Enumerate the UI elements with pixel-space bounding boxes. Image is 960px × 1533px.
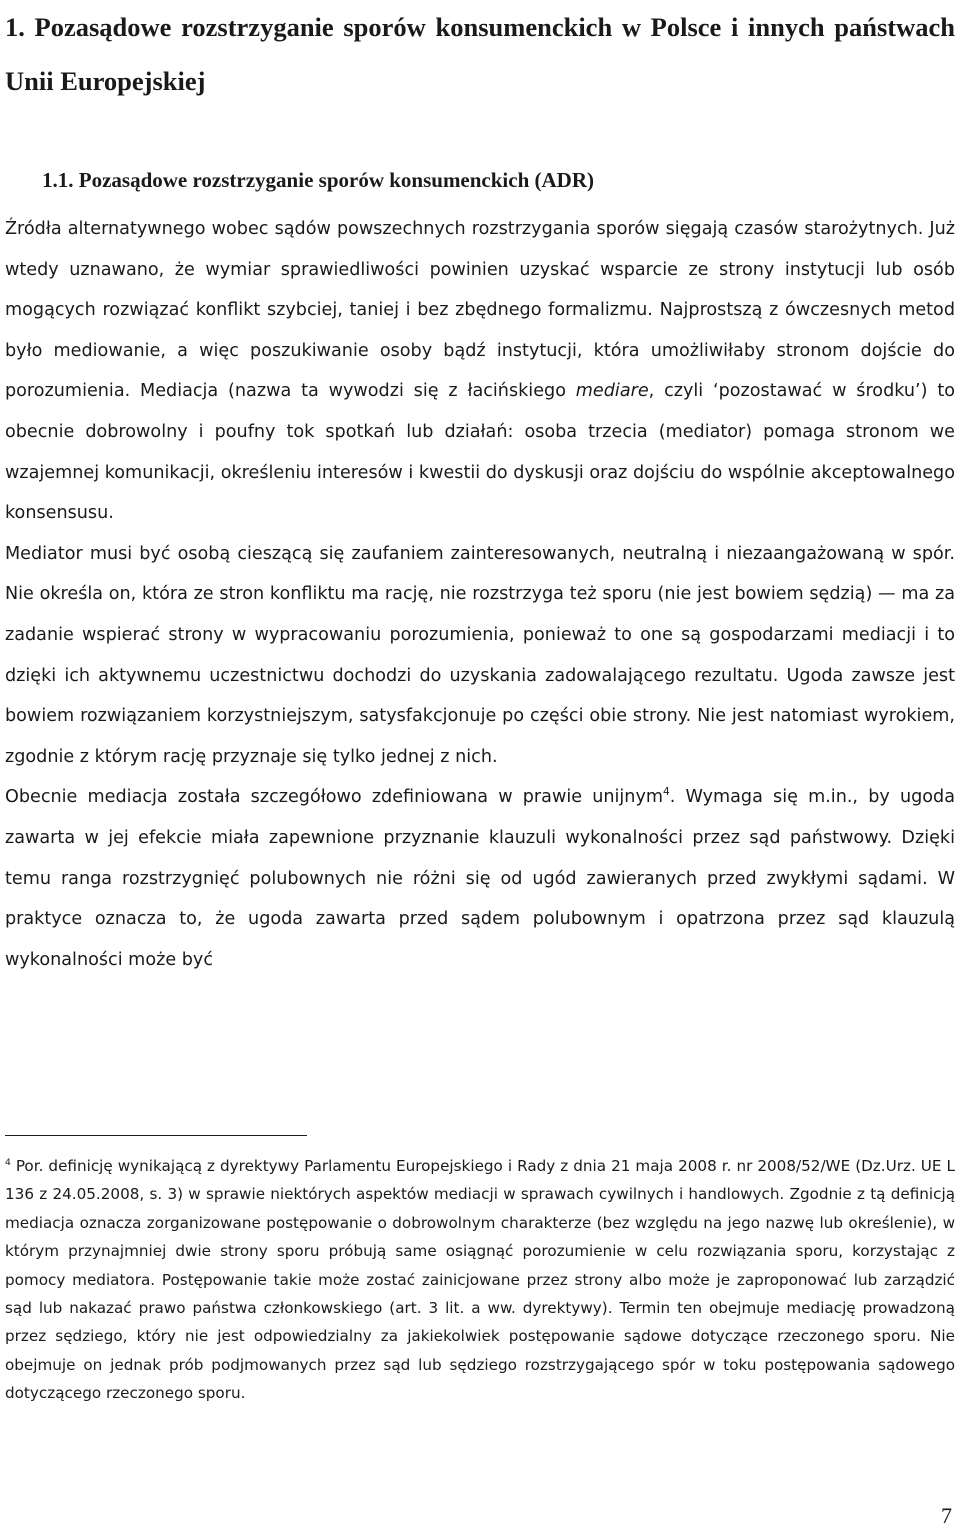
paragraph-3	[5, 777, 955, 980]
footnote	[5, 1152, 955, 1408]
footnote-reference[interactable]: 4	[663, 786, 670, 799]
section-title: 1.1. Pozasądowe rozstrzyganie sporów konsumenckich (ADR)	[42, 168, 594, 192]
paragraph-2: Mediator musi być osobą cieszącą się zaufaniem zainteresowanych, neutralną i niezaangażowaną w spór. Nie określa on, która ze stron konfliktu ma rację, nie rozstrzyga też sporu (nie jest bowiem sędzią) — ma za zadanie wspierać strony w wypracowaniu porozumienia, ponieważ to one są gospodarzami mediacji i to dzięki ich aktywnemu uczestnictwu dochodzi do uzyskania zadowalającego rezultatu. Ugoda zawsze jest bowiem rozwiązaniem korzystniejszym, satysfakcjonuje po części obie strony. Nie jest natomiast wyrokiem, zgodnie z którym rację przyznaje się tylko jednej z nich.	[5, 543, 955, 767]
paragraph-3-part-1: Obecnie mediacja została szczegółowo zdefiniowana w prawie unijnym	[5, 787, 663, 808]
footnote-marker: 4	[5, 1157, 11, 1168]
paragraph-1-part-2: , czyli ‘pozostawać w środku’) to obecnie dobrowolny i poufny tok spotkań lub działań: osoba trzecia (mediator) pomaga stronom we wzajemnej komunikacji, określeniu interesów i kwestii do dyskusji oraz dojściu do wspólnie akceptowalnego konsensusu.	[5, 381, 955, 524]
footnote-separator	[5, 1135, 307, 1136]
latin-term: mediare	[575, 381, 649, 402]
footnote-text: Por. definicję wynikającą z dyrektywy Parlamentu Europejskiego i Rady z dnia 21 maja 2008 r. nr 2008/52/WE (Dz.Urz. UE L 136 z 24.05.2008, s. 3) w sprawie niektórych aspektów mediacji w sprawach cywilnych i handlowych. Zgodnie z tą definicją mediacja oznacza zorganizowane postępowanie o dobrowolnym charakterze (bez względu na jego nazwę lub określenie), w którym przynajmniej dwie strony sporu próbują same osiągnąć porozumienie w celu rozwiązania sporu, korzystając z pomocy mediatora. Postępowanie takie może zostać zainicjowane przez strony albo może je zaproponować lub zarządzić sąd lub nakazać prawo państwa członkowskiego (art. 3 lit. a ww. dyrektywy). Termin ten obejmuje mediację prowadzoną przez sędziego, który nie jest odpowiedzialny za jakiekolwiek postępowanie sądowe dotyczące rzeczonego sporu. Nie obejmuje on jednak prób podjmowanych przez sąd lub sędziego rozstrzygającego spór w toku postępowania sądowego dotyczącego rzeczonego sporu.	[5, 1157, 955, 1403]
chapter-title: 1. Pozasądowe rozstrzyganie sporów konsumenckich w Polsce i innych państwach Unii Europejskiej	[5, 12, 955, 96]
page-number: 7	[941, 1503, 952, 1528]
paragraph-1	[5, 209, 955, 534]
paragraph-3-part-2: . Wymaga się m.in., by ugoda zawarta w jej efekcie miała zapewnione przyznanie klauzuli wykonalności przez sąd państwowy. Dzięki temu ranga rozstrzygnięć polubownych nie różni się od ugód zawieranych przed zwykłymi sądami. W praktyce oznacza to, że ugoda zawarta przed sądem polubownym i opatrzona przez sąd klauzulą wykonalności może być	[5, 787, 955, 970]
paragraph-1-part-1: Źródła alternatywnego wobec sądów powszechnych rozstrzygania sporów sięgają czasów starożytnych. Już wtedy uznawano, że wymiar sprawiedliwości powinien uzyskać wsparcie ze strony instytucji lub osób mogących rozwiązać konflikt szybciej, taniej i bez zbędnego formalizmu. Najprostszą z ówczesnych metod było mediowanie, a więc poszukiwanie osoby bądź instytucji, która umożliwiłaby stronom dojście do porozumienia. Mediacja (nazwa ta wywodzi się z łacińskiego	[5, 219, 955, 402]
body-text	[5, 209, 955, 980]
